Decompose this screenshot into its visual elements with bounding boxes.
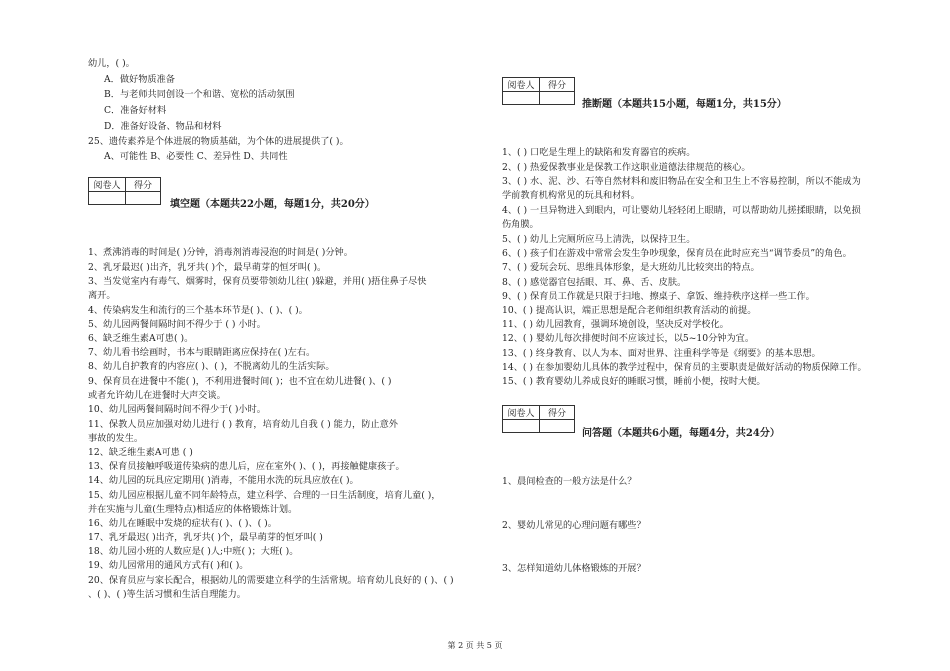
grader-cell (89, 192, 126, 205)
fill-item: 、( )、( )等生活习惯和生活自理能力。 (88, 589, 246, 600)
judge-section-title: 推断题（本题共15小题，每题1分，共15分） (582, 99, 787, 110)
qa-section-title: 问答题（本题共6小题，每题4分，共24分） (582, 428, 780, 439)
fill-item: 14、幼儿园的玩具应定期用( )消毒，不能用水洗的玩具应放在( )。 (88, 475, 359, 486)
score-cell (540, 420, 575, 433)
judge-item: 1、( ) 口吃是生理上的缺陷和发育器官的疾病。 (502, 147, 696, 158)
judge-item: 12、( ) 婴幼儿每次排便时间不应该过长，以5~10分钟为宜。 (502, 333, 755, 344)
grader-label: 阅卷人 (89, 178, 126, 192)
fill-item: 13、保育员接触呼吸道传染病的患儿后，应在室外( )、( )，再接触健康孩子。 (88, 461, 405, 472)
fill-item: 或者允许幼儿在进餐时大声交谈。 (88, 390, 226, 401)
fill-item: 16、幼儿在睡眠中发烧的症状有( )、( )、( )。 (88, 518, 277, 529)
judge-item: 学前教育机构常见的玩具和材料。 (502, 190, 640, 201)
score-label: 得分 (126, 178, 161, 192)
judge-item: 7、( ) 爱玩会玩、思维具体形象，是大班幼儿比较突出的特点。 (502, 262, 760, 273)
fill-item: 3、当发觉室内有毒气、烟雾时，保育员要带领幼儿往( )躲避，并用( )捂住鼻子尽快 (88, 276, 427, 287)
score-cell (126, 192, 161, 205)
judge-item: 2、( ) 热爱保教事业是保教工作这职业道德法律规范的核心。 (502, 162, 751, 173)
score-box (88, 177, 161, 205)
score-box (502, 77, 575, 105)
fill-item: 离开。 (88, 290, 116, 301)
grader-cell (503, 420, 540, 433)
option-b: B．与老师共同创设一个和谐、宽松的活动氛围 (104, 89, 295, 100)
option-a: A．做好物质准备 (104, 74, 175, 85)
fill-item: 1、煮沸消毒的时间是( )分钟，消毒剂消毒浸泡的时间是( )分钟。 (88, 247, 353, 258)
judge-item: 5、( ) 幼儿上完厕所应马上清洗，以保持卫生。 (502, 234, 696, 245)
option-c: C．准备好材料 (104, 105, 167, 116)
fill-item: 事故的发生。 (88, 433, 144, 444)
judge-item: 4、( ) 一旦异物进入到眼内，可让婴幼儿轻轻闭上眼睛，可以帮助幼儿搓揉眼睛，以免损 (502, 205, 861, 216)
fill-item: 15、幼儿园应根据儿童不同年龄特点，建立科学、合理的一日生活制度，培育儿童( )， (88, 490, 441, 501)
judge-item: 伤角膜。 (502, 219, 539, 230)
fill-item: 19、幼儿园常用的通风方式有( )和( )。 (88, 560, 249, 571)
fill-item: 2、乳牙最迟( )出齐，乳牙共( )个，最早萌芽的恒牙叫( )。 (88, 262, 327, 273)
question-25-options: A、可能性 B、必要性 C、差异性 D、共同性 (104, 151, 288, 162)
fill-item: 9、保育员在进餐中不能( )，不利用进餐时间( )；也不宜在幼儿进餐( )、( ) (88, 376, 392, 387)
judge-item: 15、( ) 教育婴幼儿养成良好的睡眠习惯，睡前小便，按时大便。 (502, 376, 766, 387)
grader-cell (503, 92, 540, 105)
option-d: D．准备好设备、物品和材料 (104, 121, 222, 132)
judge-item: 10、( ) 提高认识，端正思想是配合老师组织教育活动的前提。 (502, 305, 757, 316)
qa-item: 2、婴幼儿常见的心理问题有哪些？ (502, 520, 646, 531)
fill-item: 6、缺乏维生素A可患( )。 (88, 333, 194, 344)
judge-item: 8、( ) 感觉器官包括眼、耳、鼻、舌、皮肤。 (502, 277, 687, 288)
fill-item: 7、幼儿看书绘画时，书本与眼睛距离应保持在( )左右。 (88, 347, 316, 358)
judge-item: 11、( ) 幼儿园教育，强调环境创设，坚决反对学校化。 (502, 319, 729, 330)
judge-item: 14、( ) 在参加婴幼儿具体的教学过程中，保育员的主要职责是做好活动的物质保障工作。 (502, 362, 867, 373)
qa-item: 3、怎样知道幼儿体格锻炼的开展？ (502, 563, 646, 574)
fill-item: 8、幼儿自护教育的内容应( )、( )，不脱离幼儿的生活实际。 (88, 361, 335, 372)
question-25: 25、遗传素养是个体进展的物质基础，为个体的进展提供了( )。 (88, 136, 349, 147)
fill-section-title: 填空题（本题共22小题，每题1分，共20分） (170, 199, 375, 210)
fill-item: 17、乳牙最迟( )出齐，乳牙共( )个，最早萌芽的恒牙叫( ) (88, 532, 323, 543)
grader-label: 阅卷人 (503, 406, 540, 420)
judge-item: 3、( ) 水、泥、沙、石等自然材料和废旧物品在安全和卫生上不容易控制，所以不能成为 (502, 176, 861, 187)
score-box (502, 405, 575, 433)
page-footer: 第 2 页 共 5 页 (447, 641, 503, 650)
fill-item: 10、幼儿园两餐间隔时间不得少于( )小时。 (88, 404, 266, 415)
qa-item: 1、晨间检查的一般方法是什么？ (502, 476, 637, 487)
fill-item: 5、幼儿园两餐间隔时间不得少于 ( ) 小时。 (88, 319, 266, 330)
score-cell (540, 92, 575, 105)
fill-item: 11、保教人员应加强对幼儿进行 ( ) 教育，培育幼儿自我 ( ) 能力，防止意外 (88, 419, 398, 430)
score-label: 得分 (540, 78, 575, 92)
judge-item: 13、( ) 终身教育、以人为本、面对世界、注重科学等是《纲要》的基本思想。 (502, 348, 821, 359)
judge-item: 9、( ) 保育员工作就是只限于扫地、擦桌子、拿饭、维持秩序这样一些工作。 (502, 291, 815, 302)
fill-item: 20、保育员应与家长配合，根据幼儿的需要建立科学的生活常规。培育幼儿良好的 ( )、( ) (88, 575, 454, 586)
text-line: 幼儿，( )。 (88, 58, 135, 69)
fill-item: 4、传染病发生和流行的三个基本环节是( )、( )、( )。 (88, 305, 308, 316)
score-label: 得分 (540, 406, 575, 420)
fill-item: 12、缺乏维生素A可患 ( ) (88, 447, 193, 458)
judge-item: 6、( ) 孩子们在游戏中常常会发生争吵现象，保育员在此时应充当“调节委员”的角色。 (502, 248, 852, 259)
grader-label: 阅卷人 (503, 78, 540, 92)
fill-item: 并在实施与儿童(生理特点)相适应的体格锻炼计划。 (88, 504, 298, 515)
fill-item: 18、幼儿园小班的人数应是( )人;中班( )；大班( )。 (88, 546, 299, 557)
